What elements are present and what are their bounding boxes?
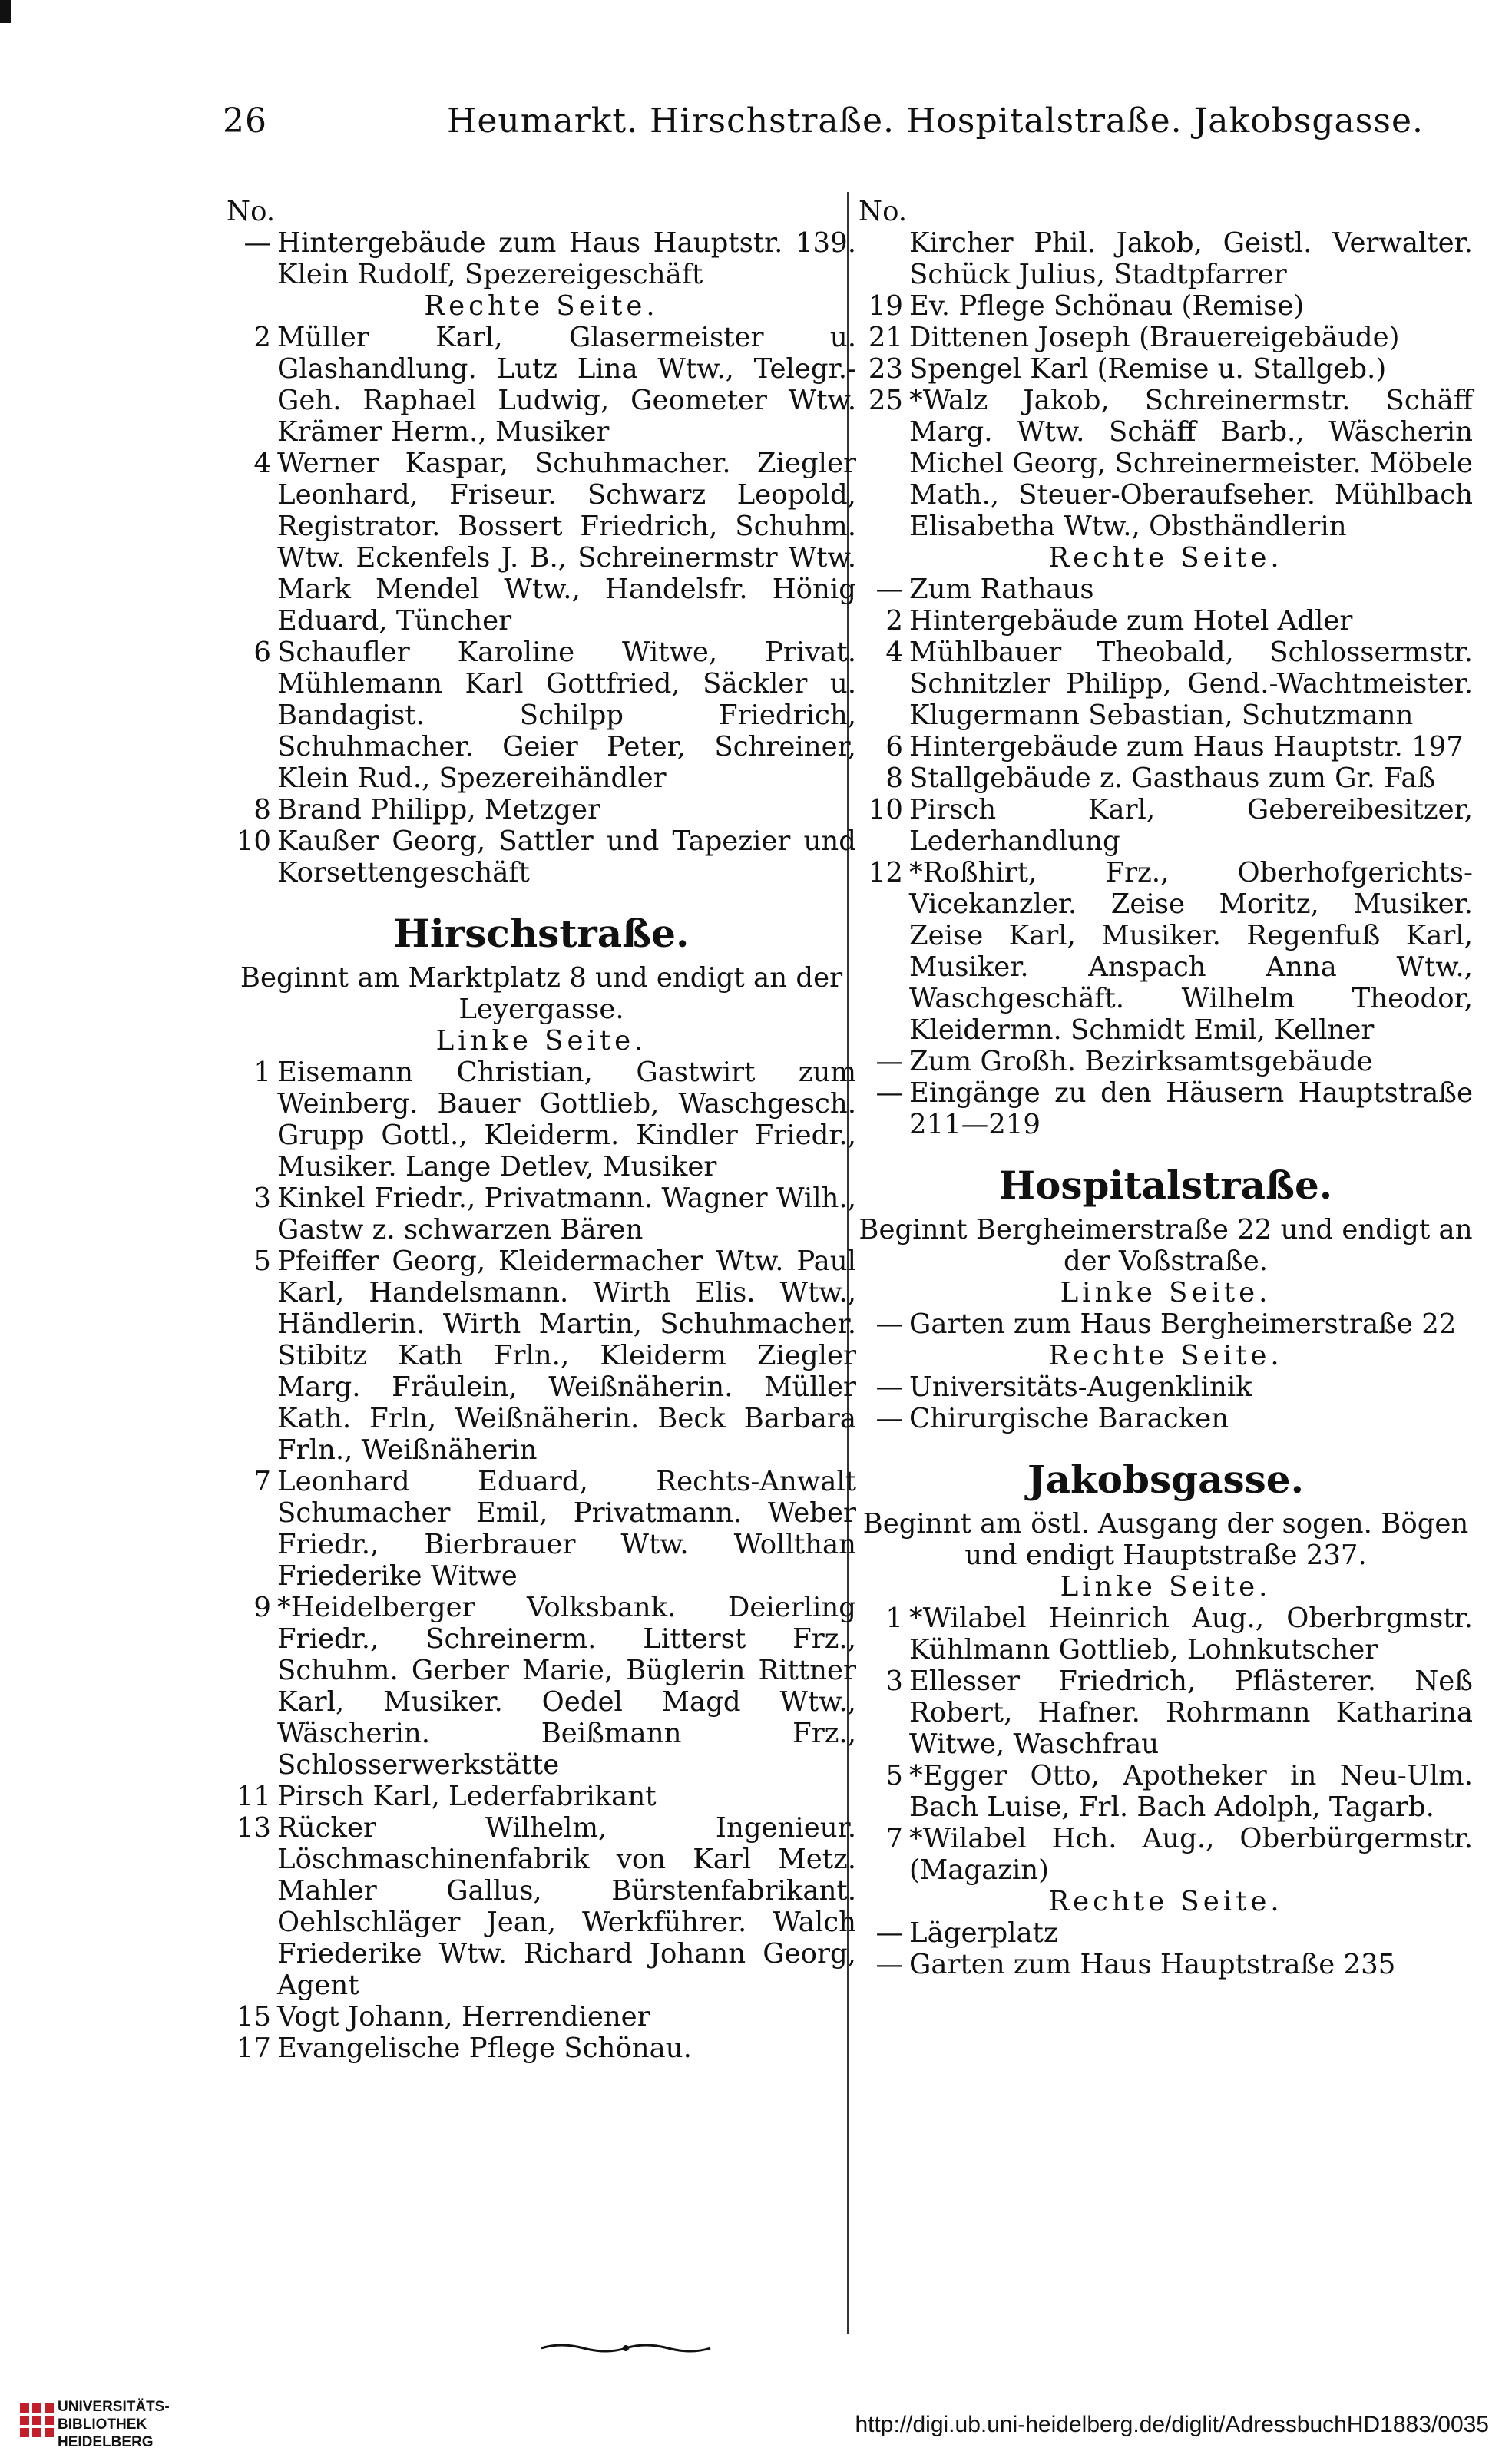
entry-text: Ev. Pflege Schönau (Remise) [909,290,1305,322]
house-number: 5 [885,1760,903,1791]
directory-entry [859,1371,1473,1403]
entry-text: Mühlbauer Theobald, Schlossermstr. Schnitzler Philipp, Gend.-Wachtmeister. Klugermann Sebastian, Schutzmann [909,637,1473,731]
right-column [859,196,1473,1980]
directory-entry [859,794,1473,857]
source-url-link[interactable]: http://digi.ub.uni-heidelberg.de/diglit/AdressbuchHD1883/0035 [855,2412,1489,2437]
entry-text: Hintergebäude zum Haus Hauptstr. 197 [909,731,1464,762]
entry-text: Garten zum Haus Hauptstraße 235 [909,1949,1396,1980]
directory-entry [227,1183,856,1245]
entry-text: *Wilabel Heinrich Aug., Oberbrgmstr. Kühlmann Gottlieb, Lohnkutscher [909,1603,1473,1665]
ornament-divider [538,2342,714,2354]
house-number: 10 [236,825,271,857]
side-heading: Rechte Seite. [424,290,659,322]
directory-entry [859,1760,1473,1823]
page-number: 26 [223,101,267,141]
entry-text: *Walz Jakob, Schreinermstr. Schäff Marg. Wtw. Schäff Barb., Wäscherin Michel Georg, Schreinermeister. Möbele Math., Steuer-Oberaufseher. Mühlbach Elisabetha Wtw., Obsthändlerin [909,385,1473,542]
house-number: 1 [253,1057,271,1088]
directory-entry [859,1308,1473,1340]
entry-text: Zum Großh. Bezirksamtsgebäude [909,1046,1373,1077]
house-number: 4 [253,448,271,479]
side-heading: Linke Seite. [1060,1571,1272,1603]
directory-entry [859,322,1473,353]
entry-text: Schaufler Karoline Witwe, Privat. Mühlemann Karl Gottfried, Säckler u. Bandagist. Schilpp Friedrich, Schuhmacher. Geier Peter, Schreiner, Klein Rud., Spezereihändler [277,637,856,794]
side-heading: Rechte Seite. [1048,1886,1283,1917]
directory-entry [859,1665,1473,1760]
street-description: Beginnt am östl. Ausgang der sogen. Bögen und endigt Hauptstraße 237. [862,1508,1469,1571]
directory-entry [859,353,1473,385]
entry-text: Leonhard Eduard, Rechts-Anwalt Schumacher Emil, Privatmann. Weber Friedr., Bierbrauer Wtw. Wollthan Friederike Witwe [277,1466,856,1592]
entry-text: Garten zum Haus Bergheimerstraße 22 [909,1308,1457,1340]
column-label: No. [859,196,908,227]
house-number: 3 [253,1183,271,1214]
house-number: 10 [868,794,903,825]
entry-text: Lägerplatz [909,1917,1058,1949]
directory-entry [859,1949,1473,1980]
entry-text: Brand Philipp, Metzger [277,794,600,825]
street-heading: Hirschstraße. [393,911,690,956]
directory-entry [859,1917,1473,1949]
house-number: 6 [253,637,271,668]
entry-text: Rücker Wilhelm, Ingenieur. Löschmaschinenfabrik von Karl Metz. Mahler Gallus, Bürstenfabrikant. Oehlschläger Jean, Werkführer. Walch Friederike Wtw. Richard Johann Georg, Agent [277,1812,856,2001]
column-label: No. [227,196,276,227]
directory-entry [227,1781,856,1812]
entry-text: Stallgebäude z. Gasthaus zum Gr. Faß [909,762,1436,794]
house-number: 13 [236,1812,271,1844]
entry-text: Eingänge zu den Häusern Hauptstraße 211—219 [909,1077,1473,1140]
entry-text: Hintergebäude zum Haus Hauptstr. 139. Klein Rudolf, Spezereigeschäft [277,227,856,290]
house-number: — [875,1917,903,1949]
street-description: Beginnt am Marktplatz 8 und endigt an der Leyergasse. [240,962,843,1025]
directory-entry [859,1046,1473,1077]
entry-text: Vogt Johann, Herrendiener [277,2001,650,2033]
directory-entry [227,1812,856,2001]
directory-entry [859,605,1473,637]
house-number: 19 [868,290,903,322]
house-number: — [875,1403,903,1434]
entry-text: Evangelische Pflege Schönau. [277,2033,692,2064]
house-number: 23 [868,353,903,385]
directory-entry [227,448,856,637]
house-number: 8 [885,762,903,794]
directory-entry [859,385,1473,542]
house-number: 7 [253,1466,271,1497]
directory-entry [859,1077,1473,1140]
entry-text: Universitäts-Augenklinik [909,1371,1252,1403]
house-number: 5 [253,1245,271,1277]
house-number: 25 [868,385,903,416]
corner-scan-mark [0,0,11,23]
house-number: 2 [885,605,903,637]
side-heading: Rechte Seite. [1048,1340,1283,1371]
directory-entry [859,857,1473,1046]
side-heading: Linke Seite. [435,1025,647,1057]
directory-entry [227,794,856,825]
directory-entry [227,1592,856,1781]
house-number: 9 [253,1592,271,1623]
house-number: 15 [236,2001,271,2033]
directory-entry [859,1403,1473,1434]
entry-text: Werner Kaspar, Schuhmacher. Ziegler Leonhard, Friseur. Schwarz Leopold, Registrator. Bossert Friedrich, Schuhm. Wtw. Eckenfels J. B., Schreinermstr Wtw. Mark Mendel Wtw., Handelsfr. Hönig Eduard, Tüncher [277,448,856,637]
house-number: 11 [236,1781,271,1812]
directory-entry [859,227,1473,290]
entry-text: Kinkel Friedr., Privatmann. Wagner Wilh., Gastw z. schwarzen Bären [277,1183,856,1245]
entry-text: Ellesser Friedrich, Pflästerer. Neß Robert, Hafner. Rohrmann Katharina Witwe, Waschfrau [909,1665,1473,1760]
entry-text: Zum Rathaus [909,574,1094,605]
house-number: 17 [236,2033,271,2064]
house-number: — [875,1077,903,1109]
entry-text: Hintergebäude zum Hotel Adler [909,605,1353,637]
entry-text: Kircher Phil. Jakob, Geistl. Verwalter. Schück Julius, Stadtpfarrer [909,227,1473,290]
directory-entry [227,637,856,794]
house-number: — [875,1046,903,1077]
entry-text: Pirsch Karl, Lederfabrikant [277,1781,657,1812]
directory-entry [859,1823,1473,1886]
left-column [227,196,856,2064]
entry-text: *Roßhirt, Frz., Oberhofgerichts-Vicekanzler. Zeise Moritz, Musiker. Zeise Karl, Musiker. Regenfuß Karl, Musiker. Anspach Anna Wtw., Waschgeschäft. Wilhelm Theodor, Kleidermn. Schmidt Emil, Kellner [909,857,1473,1046]
entry-text: Chirurgische Baracken [909,1403,1229,1434]
entry-text: Müller Karl, Glasermeister u. Glashandlung. Lutz Lina Wtw., Telegr.-Geh. Raphael Ludwig, Geometer Wtw. Krämer Herm., Musiker [277,322,856,448]
house-number: — [875,1949,903,1980]
house-number: 6 [885,731,903,762]
directory-entry [227,825,856,888]
house-number: — [875,574,903,605]
street-heading: Hospitalstraße. [998,1163,1333,1208]
house-number: 8 [253,794,271,825]
directory-entry [227,322,856,448]
house-number: — [875,1308,903,1340]
entry-text: *Heidelberger Volksbank. Deierling Friedr., Schreinerm. Litterst Frz., Schuhm. Gerber Marie, Büglerin Rittner Karl, Musiker. Oedel Magd Wtw., Wäscherin. Beißmann Frz., Schlosserwerkstätte [277,1592,856,1781]
entry-text: Pirsch Karl, Gebereibesitzer, Lederhandlung [909,794,1473,857]
street-heading: Jakobsgasse. [1027,1457,1305,1502]
directory-entry [227,227,856,290]
house-number: 3 [885,1665,903,1697]
side-heading: Linke Seite. [1060,1277,1272,1308]
entry-text: Spengel Karl (Remise u. Stallgeb.) [909,353,1387,385]
entry-text: *Wilabel Hch. Aug., Oberbürgermstr. (Magazin) [909,1823,1473,1886]
directory-entry [859,290,1473,322]
entry-text: Kaußer Georg, Sattler und Tapezier und Korsettengeschäft [277,825,856,888]
house-number: 2 [253,322,271,353]
house-number: — [875,1371,903,1403]
house-number: — [243,227,271,259]
entry-text: Pfeiffer Georg, Kleidermacher Wtw. Paul Karl, Handelsmann. Wirth Elis. Wtw., Händlerin. Wirth Martin, Schuhmacher. Stibitz Kath Frln., Kleiderm Ziegler Marg. Fräulein, Weißnäherin. Müller Kath. Frln, Weißnäherin. Beck Barbara Frln., Weißnäherin [277,1245,856,1466]
directory-entry [227,1057,856,1183]
house-number: 21 [868,322,903,353]
directory-entry [859,637,1473,731]
side-heading: Rechte Seite. [1048,542,1283,574]
street-description: Beginnt Bergheimerstraße 22 und endigt an der Voßstraße. [859,1214,1473,1277]
page-title: Heumarkt. Hirschstraße. Hospitalstraße. Jakobsgasse. [447,101,1424,141]
directory-entry [859,1603,1473,1665]
directory-entry [859,574,1473,605]
directory-entry [227,2001,856,2033]
entry-text: *Egger Otto, Apotheker in Neu-Ulm. Bach Luise, Frl. Bach Adolph, Tagarb. [909,1760,1473,1823]
directory-entry [227,1245,856,1466]
house-number: 7 [885,1823,903,1854]
directory-entry [227,2033,856,2064]
house-number: 12 [868,857,903,888]
library-name: UNIVERSITÄTS- BIBLIOTHEK HEIDELBERG [58,2399,170,2450]
directory-entry [859,762,1473,794]
house-number: 1 [885,1603,903,1634]
entry-text: Dittenen Joseph (Brauereigebäude) [909,322,1400,353]
entry-text: Eisemann Christian, Gastwirt zum Weinberg. Bauer Gottlieb, Waschgesch. Grupp Gottl., Kleiderm. Kindler Friedr., Musiker. Lange Detlev, Musiker [277,1057,856,1183]
directory-entry [227,1466,856,1592]
house-number: 4 [885,637,903,668]
directory-entry [859,731,1473,762]
